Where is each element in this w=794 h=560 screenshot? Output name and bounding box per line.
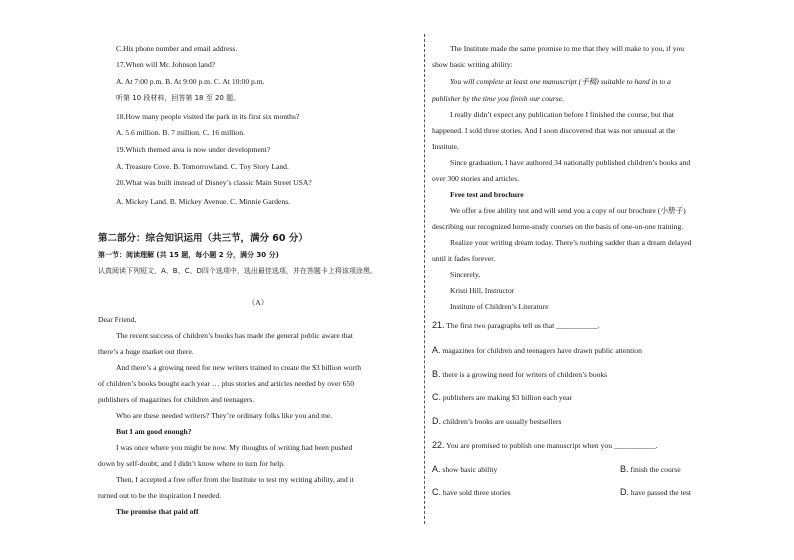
- heading-free-test: Free test and brochure: [450, 190, 524, 199]
- paragraph-line: Then, I accepted a free offer from the Institute to test my writing ability, and it: [116, 475, 354, 484]
- passage-label: （A）: [247, 298, 269, 307]
- paragraph-line: We offer a free ability test and will send you a copy of our brochure (小册子): [450, 206, 686, 215]
- promise-quote: You will complete at least one manuscript (手稿) suitable to hand in to a: [450, 77, 671, 86]
- paragraph-line: turned out to be the inspiration I needed.: [98, 491, 222, 500]
- paragraph-line: describing our recognized home-study courses on the basis of one-on-one training.: [432, 222, 684, 231]
- question-20-options: A. Mickey Land. B. Mickey Avenue. C. Minnie Gardens.: [116, 197, 291, 206]
- column-divider: [424, 34, 425, 524]
- option-letter: B.: [432, 369, 441, 379]
- question-22: [432, 440, 658, 451]
- paragraph-line: Who are these needed writers? They’re ordinary folks like you and me.: [116, 411, 333, 420]
- option-text: there is a growing need for writers of children’s books: [442, 370, 608, 379]
- paragraph-line: I really didn’t expect any publication before I finished the course, but that: [450, 110, 675, 119]
- paragraph-line: until it fades forever.: [432, 254, 496, 263]
- option-d: [432, 416, 561, 427]
- heading-promise: The promise that paid off: [116, 507, 199, 516]
- option-a: [432, 345, 642, 356]
- option-line: C.His phone number and email address.: [116, 44, 238, 53]
- paragraph-line: The Institute made the same promise to me that they will make to you, if you: [450, 44, 685, 53]
- question-20: 20.What was built instead of Disney’s classic Main Street USA?: [116, 178, 312, 187]
- paragraph-line: over 300 stories and articles.: [432, 174, 520, 183]
- paragraph-line: of children’s books bought each year … plus stories and articles needed by over 650: [98, 379, 355, 388]
- option-a: [432, 464, 497, 475]
- option-letter: D.: [432, 416, 441, 426]
- paragraph-line: Realize your writing dream today. There’s nothing sadder than a dream delayed: [450, 238, 692, 247]
- paragraph-line: Since graduation, I have authored 34 nationally published children’s books and: [450, 158, 691, 167]
- paragraph-line: And there’s a growing need for new writers trained to create the $3 billion worth: [116, 363, 362, 372]
- paragraph-line: show basic writing ability:: [432, 60, 513, 69]
- promise-quote: publisher by the time you finish our course.: [432, 94, 565, 103]
- question-number: 21.: [432, 320, 445, 330]
- question-number: 22.: [432, 440, 445, 450]
- salutation: Dear Friend,: [98, 315, 137, 324]
- question-17: 17.When will Mr. Johnson land?: [116, 60, 216, 69]
- question-19: 19.Which themed area is now under development?: [116, 145, 271, 154]
- paragraph-line: down by self-doubt, and I didn’t know where to turn for help.: [98, 459, 285, 468]
- option-letter: D.: [620, 487, 629, 497]
- option-text: finish the course: [630, 465, 681, 474]
- option-text: show basic ability: [442, 465, 498, 474]
- question-text: You are promised to publish one manuscript when you ___________.: [446, 441, 658, 450]
- question-19-options: A. Treasure Cove. B. Tomorrowland. C. Toy Story Land.: [116, 162, 289, 171]
- paragraph-line: publishers of magazines for children and teenagers.: [98, 395, 255, 404]
- paragraph-line: I was once where you might be now. My thoughts of writing had been pushed: [116, 443, 353, 452]
- option-letter: C.: [432, 487, 441, 497]
- part2-instructions: 认真阅读下列短文，A、B、C、D四个选项中，选出最佳选项，并在答题卡上将该项涂黑。: [98, 267, 377, 275]
- paragraph-line: The recent success of children’s books has made the general public aware that: [116, 331, 354, 340]
- part2-subtitle: 第一节：阅读理解 (共 15 题，每小题 2 分，满分 30 分): [98, 251, 279, 259]
- question-text: The first two paragraphs tell us that ___________.: [446, 321, 600, 330]
- option-text: have passed the test: [630, 488, 692, 497]
- option-text: children’s books are usually bestsellers: [442, 417, 562, 426]
- question-21: [432, 320, 600, 331]
- option-b: [620, 464, 681, 475]
- paragraph-line: there’s a huge market out there.: [98, 347, 194, 356]
- listening-note: 听第 10 段材料，回答第 18 至 20 题。: [116, 94, 241, 102]
- question-18-options: A. 5.6 million. B. 7 million. C. 16 million.: [116, 128, 245, 137]
- option-c: [432, 392, 572, 403]
- option-text: magazines for children and teenagers have drawn public attention: [442, 346, 642, 355]
- option-text: have sold three stories: [442, 488, 511, 497]
- signature-name: Kristi Hill, Instructor: [450, 286, 515, 295]
- signature-org: Institute of Children’s Literature: [450, 302, 549, 311]
- part2-title: 第二部分：综合知识运用（共三节，满分 60 分）: [98, 233, 308, 244]
- question-17-options: A. At 7:00 p.m. B. At 9:00 p.m. C. At 10:00 p.m.: [116, 77, 265, 86]
- option-b: [432, 369, 607, 380]
- option-c: [432, 487, 511, 498]
- option-letter: C.: [432, 392, 441, 402]
- option-text: publishers are making $3 billion each year: [442, 393, 572, 402]
- paragraph-line: Institute.: [432, 142, 459, 151]
- option-d: [620, 487, 691, 498]
- closing: Sincerely,: [450, 270, 481, 279]
- paragraph-line: happened. I sold three stories. And I soon discovered that was not unusual at the: [432, 126, 676, 135]
- option-letter: B.: [620, 464, 629, 474]
- option-letter: A.: [432, 464, 441, 474]
- option-letter: A.: [432, 345, 441, 355]
- question-18: 18.How many people visited the park in its first six months?: [116, 112, 300, 121]
- heading-good-enough: But I am good enough?: [116, 427, 192, 436]
